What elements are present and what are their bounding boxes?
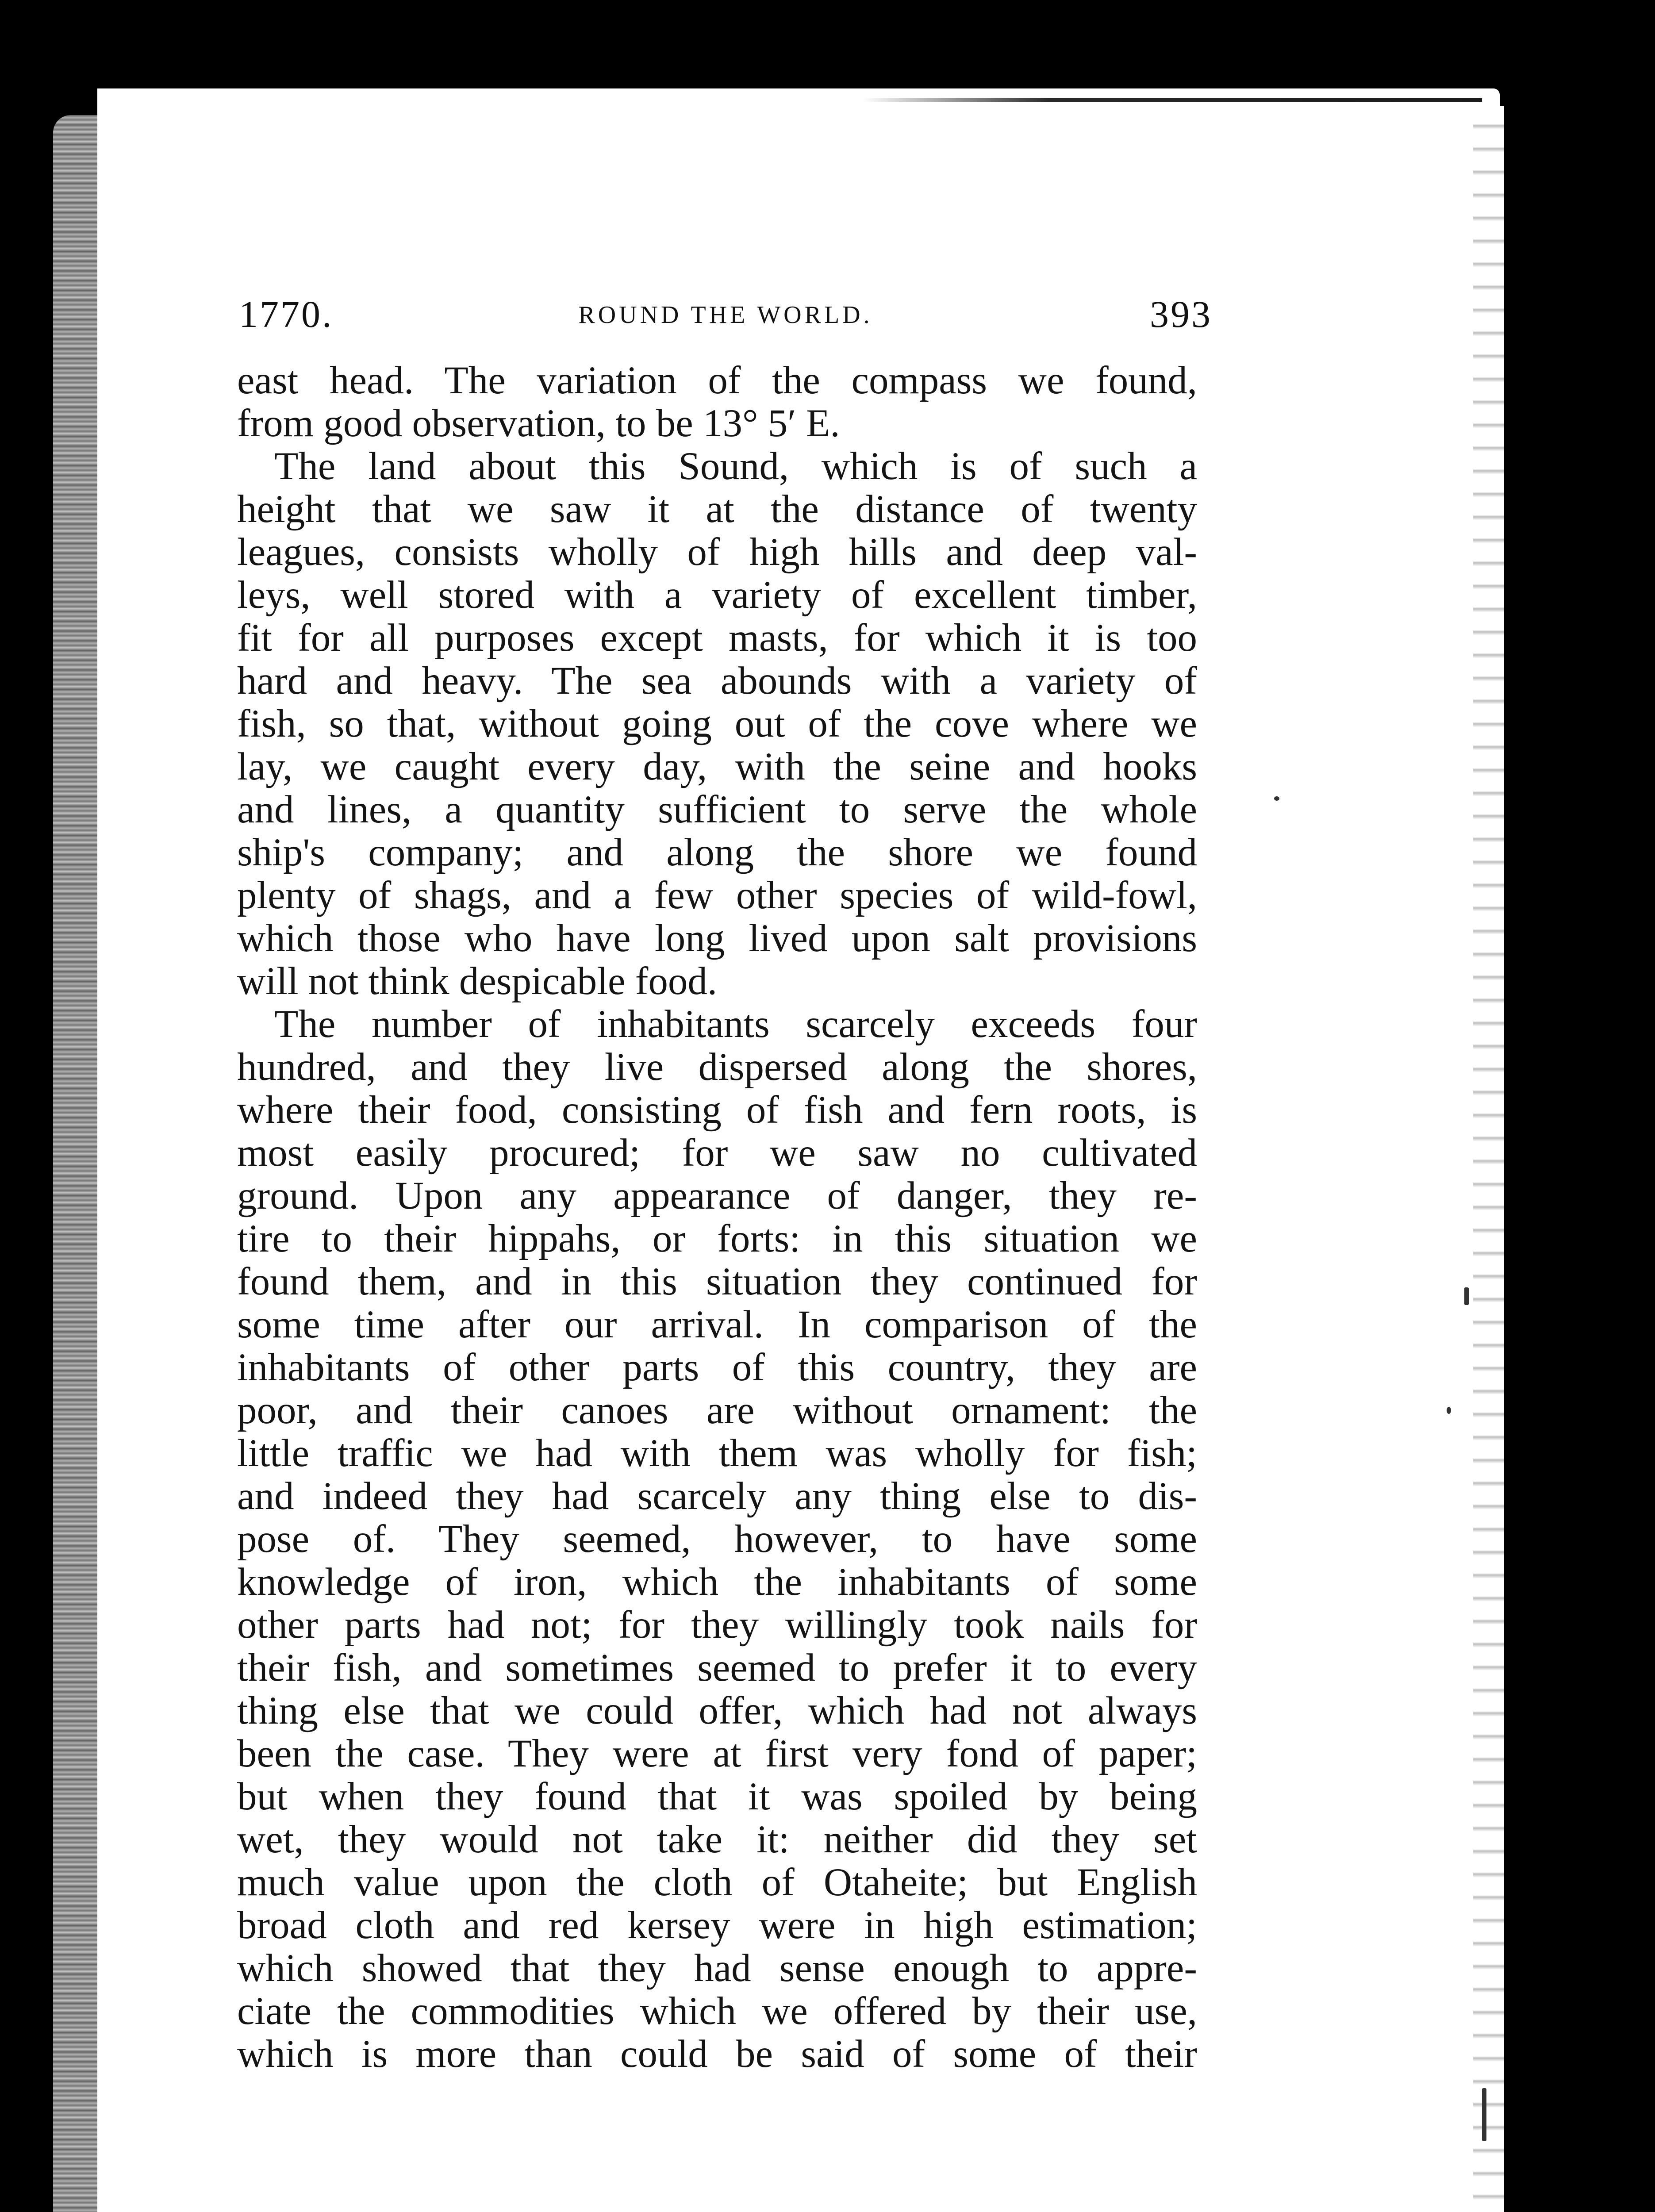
scan-speck [1447, 1407, 1451, 1414]
text-line: fit for all purposes except masts, for which it is too [237, 616, 1197, 660]
text-line: most easily procured; for we saw no cultivated [237, 1131, 1197, 1175]
text-line: fish, so that, without going out of the cove where we [237, 702, 1197, 745]
text-line: lay, we caught every day, with the seine and hooks [237, 745, 1197, 788]
text-line: east head. The variation of the compass we found, [237, 359, 1197, 402]
page-fore-edge [1473, 106, 1504, 2212]
scan-speck [1464, 1287, 1469, 1305]
body-text [237, 359, 1197, 2076]
text-line: been the case. They were at first very fond of paper; [237, 1732, 1197, 1775]
text-line: inhabitants of other parts of this country, they are [237, 1346, 1197, 1389]
text-line: some time after our arrival. In comparison of the [237, 1303, 1197, 1346]
text-line: leagues, consists wholly of high hills and deep val- [237, 530, 1197, 574]
text-line: The number of inhabitants scarcely exceeds four [274, 1002, 1197, 1046]
running-head [239, 292, 1212, 341]
text-line: pose of. They seemed, however, to have some [237, 1517, 1197, 1561]
text-line: ship's company; and along the shore we found [237, 831, 1197, 874]
text-line: ground. Upon any appearance of danger, they re- [237, 1174, 1197, 1217]
text-line: found them, and in this situation they continued for [237, 1260, 1197, 1303]
text-line: much value upon the cloth of Otaheite; but English [237, 1861, 1197, 1904]
text-line: which showed that they had sense enough to appre- [237, 1947, 1197, 1990]
text-line: will not think despicable food. [237, 960, 718, 1003]
scan-speck [1482, 2088, 1486, 2141]
text-line: ciate the commodities which we offered by their use, [237, 1989, 1197, 2033]
text-line: their fish, and sometimes seemed to prefer it to every [237, 1646, 1197, 1690]
text-line: plenty of shags, and a few other species of wild-fowl, [237, 874, 1197, 917]
text-line: which is more than could be said of some of their [237, 2032, 1197, 2076]
running-head-year: 1770. [239, 293, 334, 335]
text-line: and indeed they had scarcely any thing else to dis- [237, 1475, 1197, 1518]
text-line: thing else that we could offer, which had not always [237, 1689, 1197, 1732]
text-line: leys, well stored with a variety of excellent timber, [237, 573, 1197, 617]
text-line: tire to their hippahs, or forts: in this situation we [237, 1217, 1197, 1260]
text-line: where their food, consisting of fish and fern roots, is [237, 1088, 1197, 1132]
text-line: The land about this Sound, which is of such a [274, 445, 1197, 488]
text-line: wet, they would not take it: neither did they set [237, 1818, 1197, 1861]
text-line: little traffic we had with them was wholly for fish; [237, 1432, 1197, 1475]
text-line: but when they found that it was spoiled by being [237, 1775, 1197, 1818]
running-head-title: ROUND THE WORLD. [578, 301, 873, 329]
text-line: from good observation, to be 13° 5′ E. [237, 402, 840, 445]
text-line: height that we saw it at the distance of twenty [237, 488, 1197, 531]
scan-speck [1274, 796, 1279, 801]
page-number: 393 [1150, 293, 1212, 335]
text-line: knowledge of iron, which the inhabitants of some [237, 1560, 1197, 1604]
top-edge-shadow [863, 98, 1482, 102]
text-line: and lines, a quantity sufficient to serve the whole [237, 788, 1197, 831]
text-line: which those who have long lived upon salt provisions [237, 917, 1197, 960]
text-line: hundred, and they live dispersed along the shores, [237, 1045, 1197, 1089]
text-line: other parts had not; for they willingly took nails for [237, 1603, 1197, 1647]
text-line: broad cloth and red kersey were in high estimation; [237, 1904, 1197, 1947]
text-line: poor, and their canoes are without ornament: the [237, 1389, 1197, 1432]
text-line: hard and heavy. The sea abounds with a variety of [237, 659, 1197, 703]
